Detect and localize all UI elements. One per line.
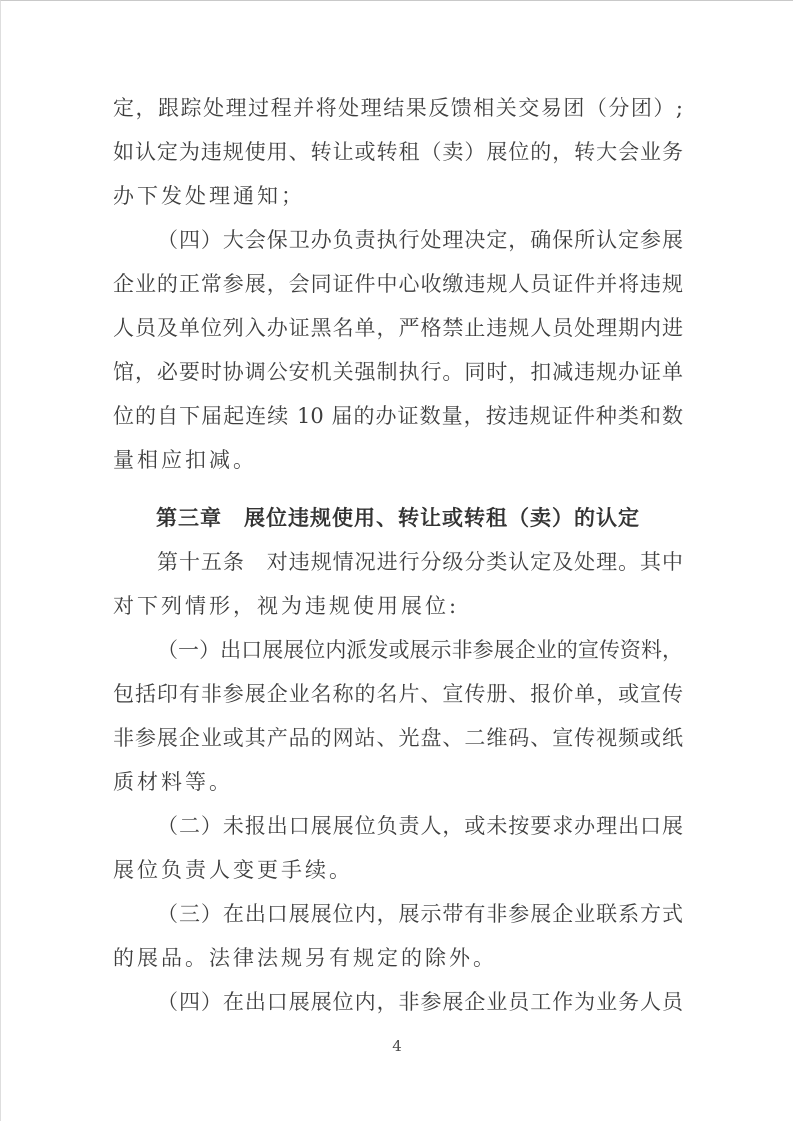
text-line: 定，跟踪处理过程并将处理结果反馈相关交易团（分团）; [113,96,683,120]
text-line: 办下发处理通知； [113,184,305,208]
text-line: 馆，必要时协调公安机关强制执行。同时，扣减违规办证单 [113,360,683,384]
text-line: 第十五条 对违规情况进行分级分类认定及处理。其中 [157,550,683,574]
document-text-block [113,86,683,1024]
text-line: （二）未报出口展展位负责人，或未按要求办理出口展 [157,814,683,838]
text-line: 人员及单位列入办证黑名单，严格禁止违规人员处理期内进 [113,316,683,340]
text-line: 展位负责人变更手续。 [113,858,353,882]
text-line: 量相应扣减。 [113,448,257,472]
text-line: 的展品。法律法规另有规定的除外。 [113,946,497,970]
chapter-heading: 第三章 展位违规使用、转让或转租（卖）的认定 [156,505,640,530]
text-line: 包括印有非参展企业名称的名片、宣传册、报价单，或宣传 [113,682,683,706]
text-line: 位的自下届起连续 10 届的办证数量，按违规证件种类和数 [113,404,683,428]
text-line: （三）在出口展展位内，展示带有非参展企业联系方式 [157,902,683,926]
text-line: （四）在出口展展位内，非参展企业员工作为业务人员 [157,990,683,1014]
text-line: （一）出口展展位内派发或展示非参展企业的宣传资料， [157,638,683,662]
text-line: 质材料等。 [113,770,233,794]
text-line: 非参展企业或其产品的网站、光盘、二维码、宣传视频或纸 [113,726,683,750]
text-line: 如认定为违规使用、转让或转租（卖）展位的，转大会业务 [113,140,683,164]
text-line: 对下列情形，视为违规使用展位: [113,594,460,618]
text-line: （四）大会保卫办负责执行处理决定，确保所认定参展 [157,228,683,252]
text-line: 企业的正常参展，会同证件中心收缴违规人员证件并将违规 [113,272,683,296]
page-number: 4 [392,1037,402,1055]
